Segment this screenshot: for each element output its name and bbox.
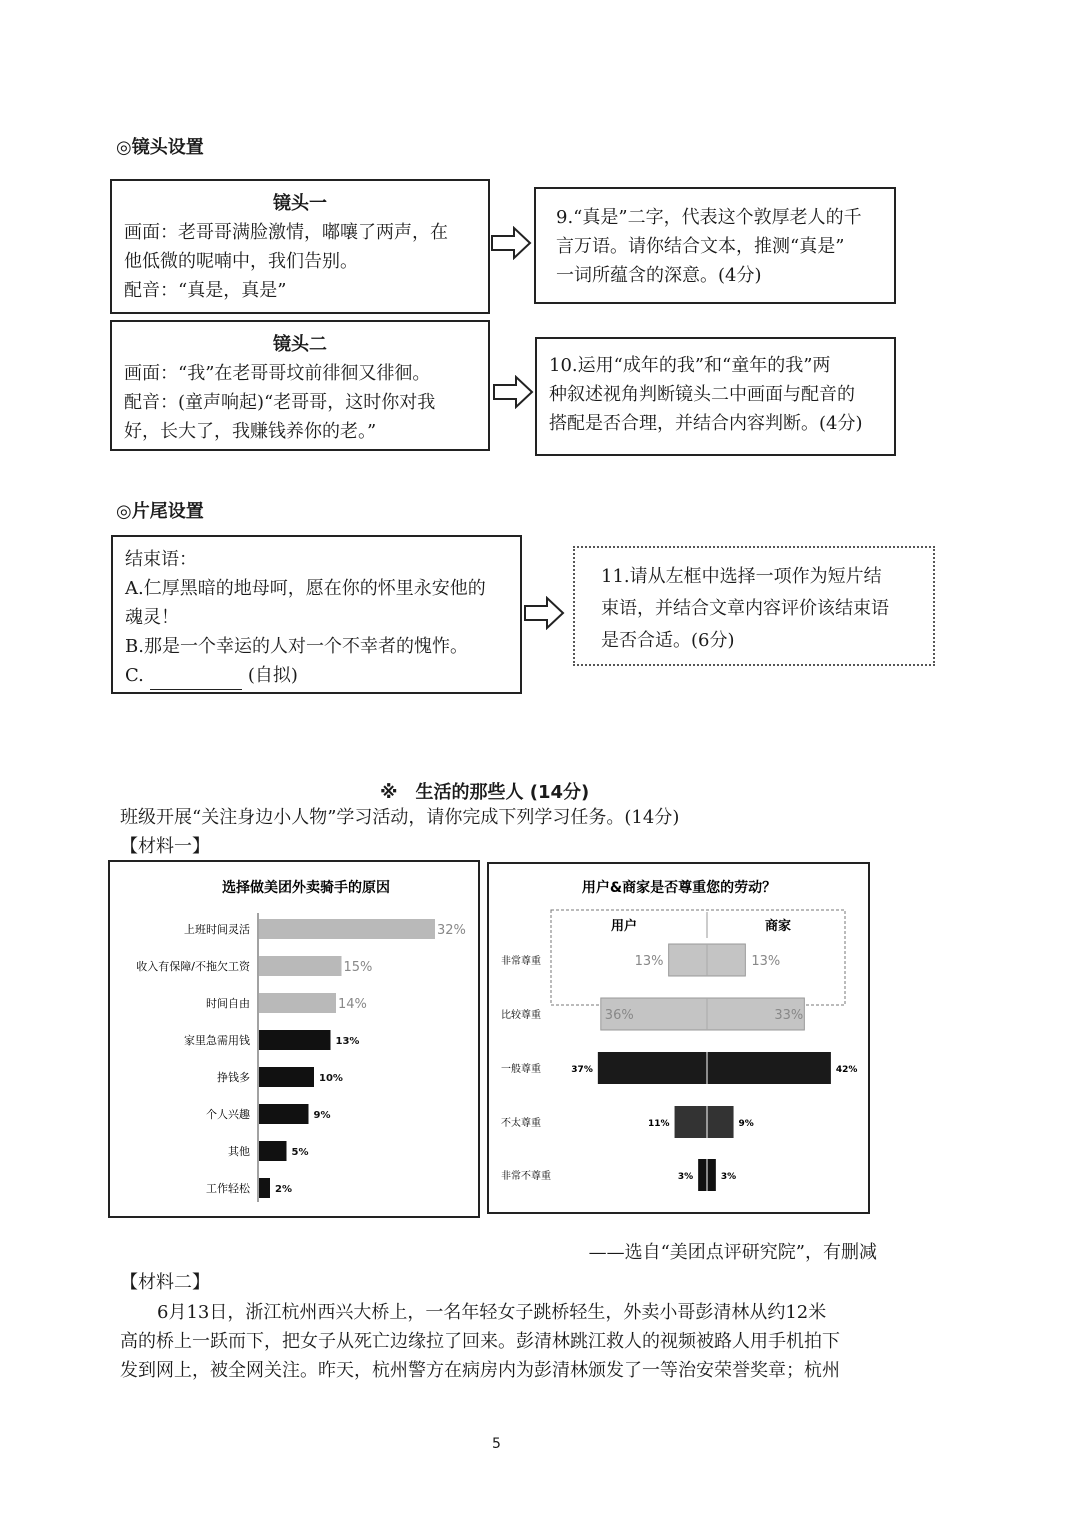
ending-option-a-cont: 魂灵！ bbox=[125, 607, 179, 628]
data-label: 9% bbox=[313, 1110, 331, 1121]
ending-label: 结束语： bbox=[125, 549, 197, 570]
category-label: 个人兴趣 bbox=[206, 1108, 250, 1121]
bar-user bbox=[669, 944, 707, 976]
data-label: 33% bbox=[774, 1008, 804, 1023]
data-label: 36% bbox=[604, 1008, 634, 1023]
material-2-line: 发到网上，被全网关注。昨天，杭州警方在病房内为彭清林颁发了一等治安荣誉奖章；杭州 bbox=[120, 1360, 840, 1381]
right-arrow-icon bbox=[492, 375, 534, 409]
data-label: 2% bbox=[275, 1184, 292, 1195]
question-9-line: 一词所蕴含的深意。(4分) bbox=[556, 265, 762, 286]
bar-user bbox=[598, 1052, 707, 1084]
fill-in-blank[interactable] bbox=[150, 671, 242, 690]
question-11-line: 11.请从左框中选择一项作为短片结 bbox=[601, 566, 882, 587]
bar bbox=[259, 956, 342, 976]
ending-option-b: B.那是一个幸运的人对一个不幸者的愧怍。 bbox=[125, 636, 468, 657]
shot2-line: 好，长大了，我赚钱养你的老。” bbox=[124, 421, 377, 442]
data-label: 15% bbox=[343, 960, 373, 975]
category-label: 非常不尊重 bbox=[501, 1171, 551, 1182]
shot2-line: 配音：(童声响起)“老哥哥，这时你对我 bbox=[124, 392, 436, 413]
category-label: 其他 bbox=[228, 1145, 250, 1158]
page-number: 5 bbox=[492, 1436, 501, 1452]
section-title-ending: ◎片尾设置 bbox=[116, 501, 204, 522]
bar bbox=[259, 1030, 331, 1050]
data-label: 9% bbox=[738, 1119, 754, 1129]
material-1-label: 【材料一】 bbox=[120, 836, 210, 857]
legend-user: 用户 bbox=[610, 919, 638, 934]
bar bbox=[259, 1178, 270, 1198]
chart-title: 用户&商家是否尊重您的劳动？ bbox=[581, 880, 777, 896]
data-label: 42% bbox=[835, 1065, 858, 1075]
bar-merchant bbox=[707, 1106, 734, 1138]
question-10-line: 10.运用“成年的我”和“童年的我”两 bbox=[549, 355, 831, 376]
shot1-line: 他低微的呢喃中，我们告别。 bbox=[124, 251, 358, 272]
data-label: 13% bbox=[335, 1036, 360, 1047]
data-label: 5% bbox=[291, 1147, 309, 1158]
chart-rider-reasons bbox=[108, 860, 480, 1218]
data-label: 10% bbox=[319, 1073, 343, 1084]
shot2-box bbox=[110, 320, 490, 451]
chart-title: 选择做美团外卖骑手的原因 bbox=[222, 880, 390, 896]
question-9-box bbox=[534, 187, 896, 304]
bar-merchant bbox=[707, 1159, 716, 1191]
bar bbox=[259, 1067, 314, 1087]
shot2-title: 镜头二 bbox=[273, 334, 327, 355]
bar bbox=[259, 919, 435, 939]
ending-options-box bbox=[111, 535, 522, 694]
data-label: 3% bbox=[720, 1172, 737, 1182]
question-10-line: 搭配是否合理，并结合内容判断。(4分) bbox=[549, 413, 863, 434]
section-title-shots: ◎镜头设置 bbox=[116, 137, 204, 158]
category-label: 一般尊重 bbox=[501, 1064, 541, 1075]
category-label: 上班时间灵活 bbox=[184, 923, 250, 936]
data-label: 37% bbox=[571, 1065, 593, 1075]
bar-user bbox=[675, 1106, 707, 1138]
material-2-line: 6月13日，浙江杭州西兴大桥上，一名年轻女子跳桥轻生，外卖小哥彭清林从约12米 bbox=[157, 1302, 827, 1323]
data-label: 13% bbox=[751, 954, 781, 969]
category-label: 时间自由 bbox=[206, 997, 250, 1010]
shot1-line: 配音：“真是，真是” bbox=[124, 280, 287, 301]
category-label: 挣钱多 bbox=[217, 1071, 250, 1084]
data-label: 13% bbox=[634, 954, 664, 969]
material-2-label: 【材料二】 bbox=[120, 1272, 210, 1293]
shot1-line: 画面：老哥哥满脸激情，嘟嚷了两声，在 bbox=[124, 222, 448, 243]
part-intro: 班级开展“关注身边小人物”学习活动，请你完成下列学习任务。(14分) bbox=[120, 807, 680, 828]
ending-option-a: A.仁厚黑暗的地母呵，愿在你的怀里永安他的 bbox=[125, 578, 486, 599]
question-10-box bbox=[535, 337, 896, 456]
shot1-box bbox=[110, 179, 490, 314]
ending-option-c bbox=[125, 661, 508, 690]
option-c-suffix: (自拟) bbox=[247, 665, 298, 686]
category-label: 比较尊重 bbox=[501, 1010, 541, 1021]
material-2-line: 高的桥上一跃而下，把女子从死亡边缘拉了回来。彭清林跳江救人的视频被路人用手机拍下 bbox=[120, 1331, 840, 1352]
category-label: 非常尊重 bbox=[501, 956, 541, 967]
shot1-title: 镜头一 bbox=[273, 193, 327, 214]
question-10-line: 种叙述视角判断镜头二中画面与配音的 bbox=[549, 384, 855, 405]
data-label: 11% bbox=[648, 1119, 670, 1129]
question-9-line: 9.“真是”二字，代表这个敦厚老人的千 bbox=[556, 207, 862, 228]
legend-merchant: 商家 bbox=[764, 919, 792, 934]
right-arrow-icon bbox=[490, 226, 532, 260]
question-11-box bbox=[573, 546, 935, 666]
data-label: 32% bbox=[437, 923, 466, 938]
chart-respect-labor bbox=[487, 862, 870, 1214]
bar-merchant bbox=[707, 1052, 831, 1084]
part-title: ※ 生活的那些人 (14分) bbox=[380, 782, 590, 803]
chart-frame bbox=[488, 863, 869, 1213]
bar bbox=[259, 1104, 309, 1124]
data-label: 3% bbox=[677, 1172, 694, 1182]
question-11-line: 束语，并结合文章内容评价该结束语 bbox=[601, 598, 889, 619]
bar-merchant bbox=[707, 944, 745, 976]
question-9-line: 言万语。请你结合文本，推测“真是” bbox=[556, 236, 845, 257]
bar bbox=[259, 993, 336, 1013]
shot2-line: 画面：“我”在老哥哥坟前徘徊又徘徊。 bbox=[124, 363, 431, 384]
category-label: 收入有保障/不拖欠工资 bbox=[136, 960, 250, 973]
data-label: 14% bbox=[338, 997, 367, 1012]
bar-user bbox=[698, 1159, 707, 1191]
bar bbox=[259, 1141, 287, 1161]
category-label: 家里急需用钱 bbox=[184, 1034, 250, 1047]
category-label: 工作轻松 bbox=[206, 1182, 250, 1195]
right-arrow-icon bbox=[523, 596, 565, 630]
question-11-line: 是否合适。(6分) bbox=[601, 630, 735, 651]
category-label: 不太尊重 bbox=[501, 1118, 541, 1129]
option-c-prefix: C. bbox=[125, 665, 144, 686]
source-note: ——选自“美团点评研究院”，有删减 bbox=[588, 1242, 877, 1263]
